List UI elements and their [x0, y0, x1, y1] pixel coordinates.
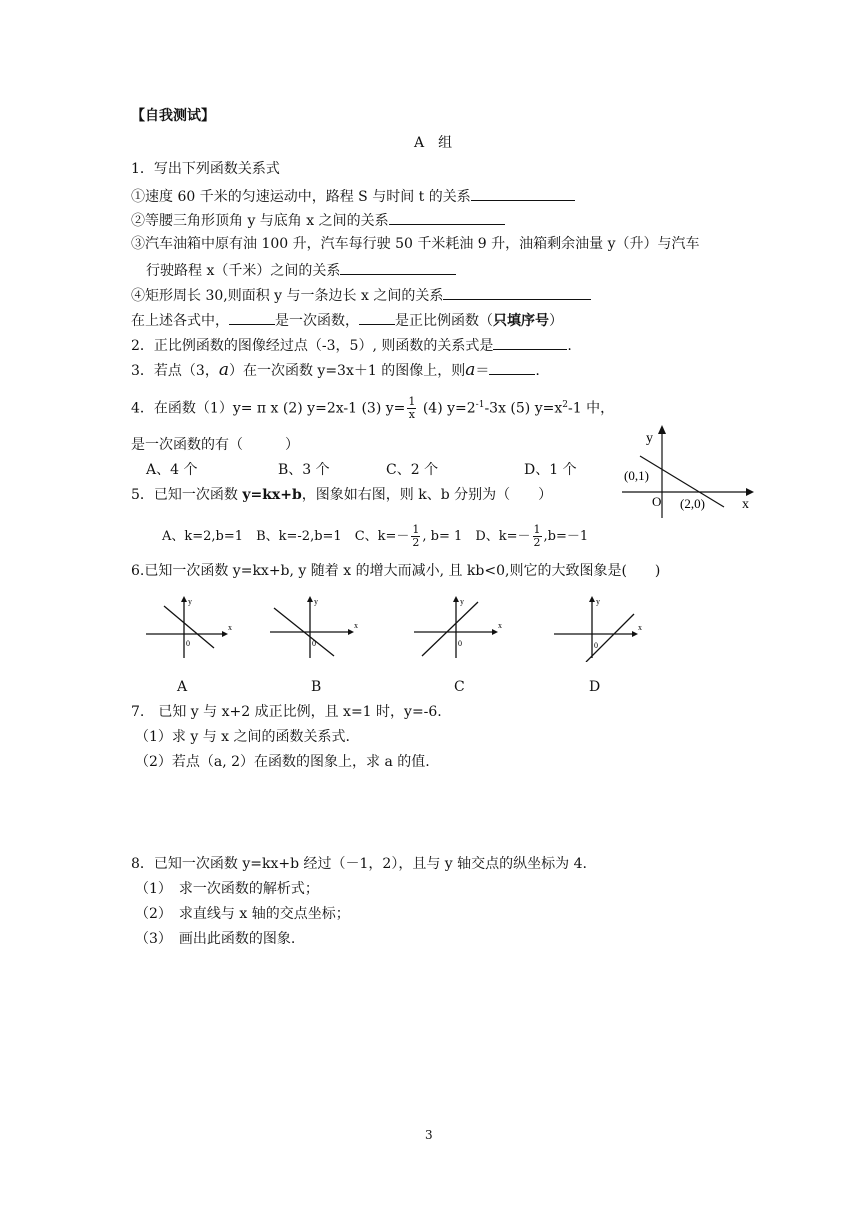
axis-label-x: x [742, 497, 749, 512]
q7-part-2: （2）若点（a, 2）在函数的图象上，求 a 的值. [135, 754, 430, 770]
q6-graph-d [550, 594, 646, 662]
answer-blank[interactable] [340, 260, 456, 275]
q8-part-2: （2） 求直线与 x 轴的交点坐标； [135, 906, 350, 922]
svg-text:x: x [498, 621, 502, 630]
svg-text:x: x [228, 623, 232, 632]
q2: 2．正比例函数的图像经过点（-3，5）, 则函数的关系式是 . [131, 335, 572, 355]
svg-text:y: y [596, 597, 600, 606]
answer-blank[interactable] [359, 310, 395, 325]
svg-text:x: x [638, 623, 642, 632]
q7-stem: 7. 已知 y 与 x+2 成正比例，且 x=1 时，y=-6. [131, 704, 442, 720]
answer-blank[interactable] [489, 360, 535, 375]
q8-part-1: （1） 求一次函数的解析式； [135, 881, 319, 897]
q4-option-c: C、2 个 [386, 462, 439, 478]
q6-graph-b [268, 594, 360, 662]
x-arrow-icon [746, 488, 754, 496]
q6-graph-c [410, 594, 506, 662]
answer-blank[interactable] [443, 285, 591, 300]
answer-blank[interactable] [229, 310, 275, 325]
q4-option-b: B、3 个 [278, 462, 330, 478]
svg-text:0: 0 [458, 639, 462, 648]
q1-item-1: ①速度 60 千米的匀速运动中，路程 S 与时间 t 的关系 [131, 186, 575, 206]
answer-blank[interactable] [493, 335, 567, 350]
q3: 3．若点（3，a）在一次函数 y=3x＋1 的图像上，则a＝ . [131, 360, 540, 380]
origin-label: O [652, 494, 662, 509]
q4-option-a: A、4 个 [146, 462, 198, 478]
point-label: (2,0) [680, 496, 705, 511]
q6-label-b: B [311, 679, 322, 695]
page-number: 3 [425, 1128, 433, 1142]
q7-part-1: （1）求 y 与 x 之间的函数关系式. [135, 729, 350, 745]
q1-item-3: ③汽车油箱中原有油 100 升，汽车每行驶 50 千米耗油 9 升，油箱剩余油量 y（升）与汽车 [131, 236, 700, 252]
q1-stem: 1．写出下列函数关系式 [131, 161, 280, 177]
q1-tail: 在上述各式中， 是一次函数， 是正比例函数（只填序号） [131, 310, 563, 330]
svg-text:0: 0 [312, 639, 316, 648]
q5-options: A、k=2,b=1 B、k=-2,b=1 C、k=－ $\frac{1}{2}$ , b= 1 D、k=－ $\frac{1}{2}$ ,b=－1 [162, 523, 589, 549]
q6-label-c: C [454, 679, 465, 695]
q5-stem: 5．已知一次函数 y=kx+b，图象如右图，则 k、b 分别为（ ） [131, 487, 553, 503]
svg-text:y: y [314, 597, 318, 606]
svg-text:x: x [354, 621, 358, 630]
q6-graph-a [144, 594, 236, 662]
fraction: $\frac{1}{x}$ [408, 395, 416, 422]
q8-stem: 8．已知一次函数 y=kx+b 经过（－1，2），且与 y 轴交点的纵坐标为 4. [131, 856, 587, 872]
q6-stem: 6.已知一次函数 y=kx+b, y 随着 x 的增大而减小, 且 kb<0,则它的大致图象是( ) [131, 563, 661, 579]
q4-line2: 是一次函数的有（ ） [131, 437, 299, 453]
svg-text:0: 0 [186, 639, 190, 648]
y-arrow-icon [658, 425, 666, 434]
section-title: 【自我测试】 [131, 108, 215, 124]
answer-blank[interactable] [471, 186, 575, 201]
q4-stem: 4．在函数（1）y= π x (2) y=2x-1 (3) y= $\frac{1}{x}$ (4) $y=2^{-1}-3x$ (5) $y=x^2-1$ 中， [131, 395, 615, 422]
q4-option-d: D、1 个 [524, 462, 577, 478]
answer-blank[interactable] [389, 210, 505, 225]
axis-label-y: y [646, 431, 653, 446]
svg-text:0: 0 [594, 641, 598, 650]
svg-text:y: y [460, 597, 464, 606]
q6-label-a: A [177, 679, 188, 695]
q8-part-3: （3） 画出此函数的图象. [135, 931, 296, 947]
q6-label-d: D [589, 679, 601, 695]
q1-item-2: ②等腰三角形顶角 y 与底角 x 之间的关系 [131, 210, 505, 230]
point-label: (0,1) [624, 468, 649, 483]
q1-item-4: ④矩形周长 30,则面积 y 与一条边长 x 之间的关系 [131, 285, 591, 305]
svg-text:y: y [188, 597, 192, 606]
q1-item-3-cont: 行驶路程 x（千米）之间的关系 [146, 260, 456, 280]
group-title: A 组 [414, 135, 453, 151]
q5-graph [618, 420, 758, 520]
